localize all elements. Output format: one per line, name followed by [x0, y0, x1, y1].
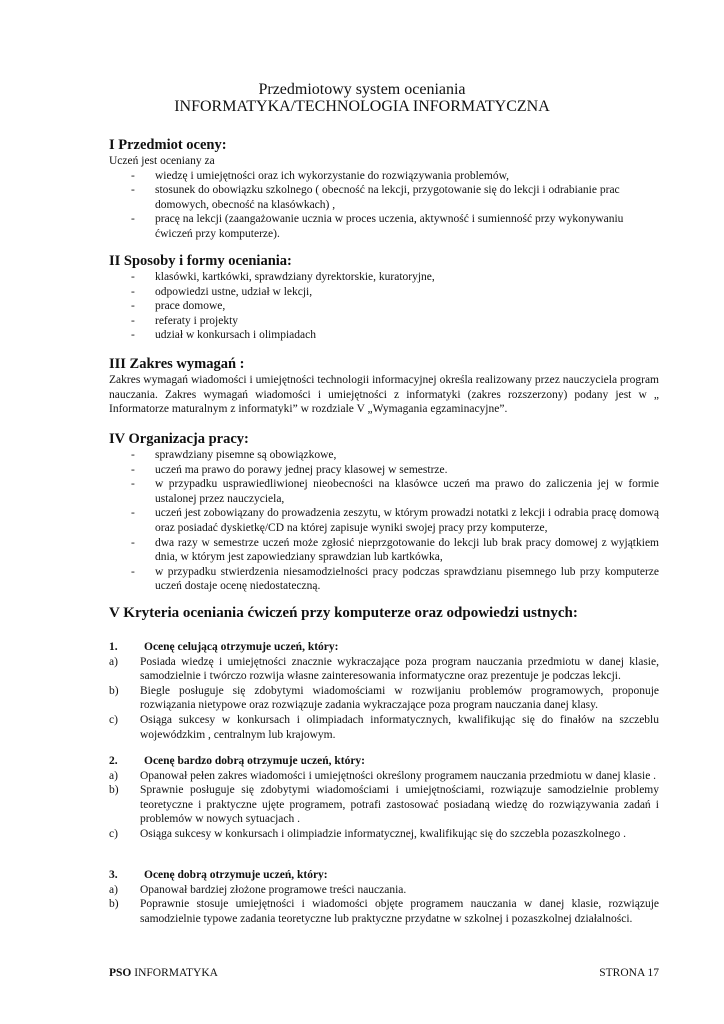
section-5 [109, 605, 659, 622]
grade-group-3 [109, 868, 659, 926]
section-4-list [109, 448, 659, 594]
list-item: b) Poprawnie stosuje umiejętności i wiadomości objęte programem nauczania w danej klasie, rozwiązuje samodzielnie typowe zadania teoretyczne lub praktyczne przydatne w szkolnej i pozaszkolnej działalności. [109, 898, 659, 925]
list-item: a) Opanował bardziej złożone programowe treści nauczania. [109, 883, 407, 896]
list-item: - dwa razy w semestrze uczeń może zgłosić nieprzgotowanie do lekcji lub brak pracy domowej z wyjątkiem dnia, w którym jest zapowiedziany sprawdzian lub kartkówka, [131, 536, 659, 564]
grade-group-2 [109, 754, 659, 842]
list-item: b) Sprawnie posługuje się zdobytymi wiadomościami i umiejętnościami, rozwiązuje samodzielnie problemy teoretyczne i praktyczne ujęte programem, potrafi zastosować posiadaną wiedzę do rozwiązywania zadań i problemów w nowych sytuacjach . [109, 784, 659, 826]
list-item: - pracę na lekcji (zaangażowanie ucznia w proces uczenia, aktywność i sumienność przy wykonywaniu ćwiczeń przy komputerze). [131, 213, 624, 240]
list-item: a) Posiada wiedzę i umiejętności znacznie wykraczające poza program nauczania przedmiotu w danej klasie, samodzielnie i twórczo rozwija własne zainteresowania informatyczne oraz prezentuje je podczas lekcji. [109, 655, 659, 683]
list-item: - w przypadku stwierdzenia niesamodzielności pracy podczas sprawdzianu pisemnego lub przy komputerze uczeń dostaje ocenę niedostateczną. [131, 565, 659, 593]
section-4-heading: IV Organizacja pracy: [109, 431, 249, 447]
section-3-heading: III Zakres wymagań : [109, 356, 245, 372]
grade-criteria-list [109, 769, 659, 842]
list-item: - wiedzę i umiejętności oraz ich wykorzystanie do rozwiązywania problemów, [131, 169, 510, 182]
list-item: - uczeń jest zobowiązany do prowadzenia zeszytu, w którym prowadzi notatki z lekcji i odrabia pracę domową oraz posiadać dyskietkę/CD na której zapisuje wyniki swojej pracy przy komputerze, [131, 507, 659, 534]
list-item: - stosunek do obowiązku szkolnego ( obecność na lekcji, przygotowanie się do lekcji i odrabianie prac domowych, obecność na klasówkach) , [131, 184, 620, 211]
grade-criteria-list [109, 883, 659, 927]
list-item: - uczeń ma prawo do porawy jednej pracy klasowej w semestrze. [131, 463, 448, 476]
footer-left: PSO INFORMATYKA [109, 967, 218, 979]
list-item: - w przypadku usprawiedliwionej nieobecności na klasówce uczeń ma prawo do zaliczenia jej w formie ustalonej przez nauczyciela, [131, 478, 659, 505]
list-item: - odpowiedzi ustne, udział w lekcji, [131, 285, 313, 298]
page-number: STRONA 17 [599, 967, 659, 979]
list-item: - sprawdziany pisemne są obowiązkowe, [131, 449, 337, 461]
section-2-heading: II Sposoby i formy oceniania: [109, 253, 292, 269]
list-item: - prace domowe, [131, 300, 226, 313]
section-1 [109, 137, 659, 242]
doc-title-line1: Przedmiotowy system oceniania [258, 81, 466, 98]
list-item: c) Osiąga sukcesy w konkursach i olimpiadach informatycznych, kwalifikując się do finałów na szczeblu wojewódzkim , centralnym lub krajowym. [109, 713, 659, 741]
section-5-heading: V Kryteria oceniania ćwiczeń przy komputerze oraz odpowiedzi ustnych: [109, 605, 578, 621]
list-item: - referaty i projekty [131, 314, 239, 327]
list-item: c) Osiąga sukcesy w konkursach i olimpiadzie informatycznej, kwalifikując się do szczebla pozaszkolnego . [109, 827, 627, 840]
grade-group-title: 2. Ocenę bardzo dobrą otrzymuje uczeń, który: [109, 755, 366, 767]
section-2-list [109, 270, 659, 343]
grade-group-title: 3. Ocenę dobrą otrzymuje uczeń, który: [109, 869, 328, 881]
grade-group-title: 1. Ocenę celującą otrzymuje uczeń, który: [109, 641, 339, 653]
list-item: - klasówki, kartkówki, sprawdziany dyrektorskie, kuratoryjne, [131, 271, 435, 283]
doc-title-line2: INFORMATYKA/TECHNOLOGIA INFORMATYCZNA [174, 98, 550, 115]
list-item: a) Opanował pełen zakres wiadomości i umiejętności określony programem nauczania przedmiotu w danej klasie . [109, 769, 657, 782]
section-3-text: Zakres wymagań wiadomości i umiejętności technologii informacyjnej określa realizowany przez nauczyciela program nauczania. Zakres wymagań wiadomości i umiejętności z informatyki (zakres rozszerzony) podany jest w „ Informatorze maturalnym z informatyki” w rozdziale V „Wymagania egzaminacyjne”. [109, 374, 659, 416]
section-3 [109, 356, 659, 417]
grade-criteria-list [109, 655, 659, 743]
section-2 [109, 253, 659, 343]
grade-group-1 [109, 640, 659, 742]
section-1-list [109, 169, 659, 242]
list-item: - udział w konkursach i olimpiadach [131, 329, 316, 342]
section-1-heading: I Przedmiot oceny: [109, 137, 227, 153]
list-item: b) Biegle posługuje się zdobytymi wiadomościami w rozwijaniu problemów programowych, proponuje rozwiązania nietypowe oraz rozwiązuje zadania wykraczające poza program nauczania danej klasy. [109, 684, 659, 712]
section-1-intro: Uczeń jest oceniany za [109, 155, 215, 167]
section-4 [109, 431, 659, 594]
